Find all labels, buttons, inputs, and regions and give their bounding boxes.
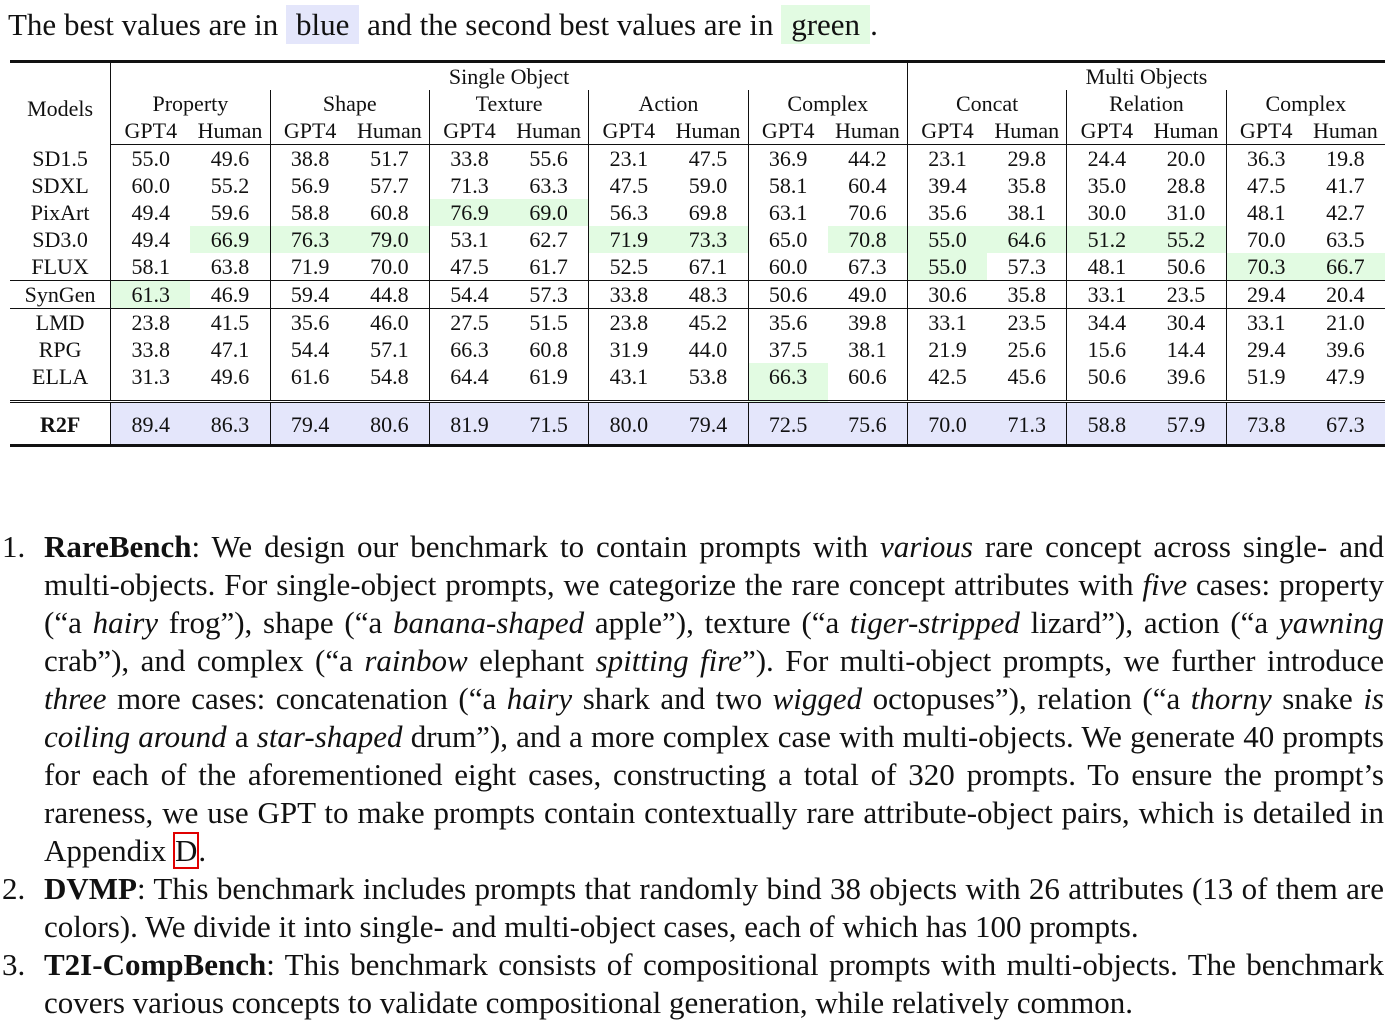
score-cell: 60.6 [848,364,887,389]
body-text: rare concept across single- and multi-objects. For single-object prompts, we categorize the rare concept attributes with [44,529,1384,602]
score-cell: 19.8 [1326,146,1365,171]
metric-human-header: Human [509,117,589,145]
metric-gpt4-header: GPT4 [429,117,509,145]
body-text: cases: property (“a [44,567,1384,640]
score-cell: 79.4 [668,402,748,446]
score-cell: 67.1 [668,253,748,281]
body-text: apple”), texture (“a [584,605,851,640]
score-cell: 76.3 [270,226,350,253]
model-name: SD1.5 [32,145,88,171]
score-cell: 47.5 [688,146,728,171]
score-cell: 21.9 [907,336,987,363]
group-header-row [10,62,1385,91]
metric-human-header: Human [1146,117,1226,145]
score-cell: 57.3 [509,281,589,309]
score-cell: 63.3 [529,173,568,198]
table-row [10,172,1385,199]
score-cell: 73.3 [668,226,748,253]
score-cell: 57.3 [987,253,1067,281]
score-cell: 44.2 [848,146,887,171]
body-text: a [226,719,257,754]
benchmark-item [2,528,1384,870]
score-cell: 23.1 [589,145,669,173]
score-cell: 23.8 [589,309,669,337]
table-row [10,226,1385,253]
score-cell: 44.0 [688,337,728,362]
score-cell: 51.2 [1067,226,1147,253]
item-number: 1. [2,529,26,564]
score-cell: 50.6 [748,281,828,309]
score-cell: 36.9 [748,145,828,173]
table-row [10,363,1385,402]
body-text: crab”), and complex (“a [44,643,365,678]
metric-human-header: Human [190,117,270,145]
score-cell: 79.4 [270,402,350,446]
score-cell: 79.0 [350,226,430,253]
score-cell: 58.8 [1067,402,1147,446]
category-header: Relation [1067,90,1226,117]
score-cell: 34.4 [1067,309,1147,337]
score-cell: 25.6 [1007,337,1046,362]
score-cell: 70.3 [1226,253,1306,281]
score-cell: 69.0 [509,199,589,226]
score-cell: 31.9 [589,336,669,363]
model-name: SD3.0 [32,227,88,252]
score-cell: 48.1 [1067,253,1147,281]
score-cell: 60.0 [111,172,191,199]
model-name: ELLA [32,364,89,389]
score-cell: 67.3 [828,253,908,281]
score-cell: 29.8 [1007,146,1046,171]
score-cell: 30.4 [1166,310,1206,335]
score-cell: 20.0 [1166,146,1206,171]
score-cell: 46.9 [190,281,270,309]
group-multi-objects: Multi Objects [907,62,1385,91]
score-cell: 49.0 [828,281,908,309]
table-row [10,336,1385,363]
score-cell: 53.8 [688,364,728,389]
score-cell: 42.7 [1326,200,1365,225]
legend-prefix: The best values are in [8,7,279,42]
score-cell: 31.3 [111,363,191,402]
score-cell: 76.9 [429,199,509,226]
metric-gpt4-header: GPT4 [589,117,669,145]
body-text: more cases: concatenation (“a [106,681,507,716]
score-cell: 45.2 [688,310,728,335]
results-table [10,60,1385,447]
score-cell: 70.0 [907,402,987,446]
score-cell: 51.5 [529,310,568,335]
score-cell: 57.1 [370,337,409,362]
score-cell: 15.6 [1067,336,1147,363]
score-cell: 33.1 [907,309,987,337]
table-row [10,253,1385,281]
score-cell: 35.8 [1007,173,1046,198]
results-body [10,145,1385,446]
score-cell: 45.6 [1007,364,1046,389]
score-cell: 33.1 [1067,281,1147,309]
score-cell: 49.6 [210,146,250,171]
score-cell: 50.6 [1146,253,1226,281]
score-cell: 51.7 [370,146,409,171]
appendix-reference-link[interactable]: D [175,833,198,868]
score-cell: 47.1 [210,337,250,362]
score-cell: 64.6 [987,226,1067,253]
score-cell: 53.1 [429,226,509,253]
score-cell: 23.5 [1007,310,1046,335]
model-name: SDXL [31,173,89,198]
score-cell: 70.6 [848,200,887,225]
category-header: Complex [748,90,907,117]
score-cell: 70.0 [350,253,430,281]
score-cell: 60.4 [848,173,887,198]
group-single-object: Single Object [111,62,908,91]
metric-human-header: Human [828,117,908,145]
score-cell: 58.8 [270,199,350,226]
score-cell: 52.5 [589,253,669,281]
table-row [10,281,1385,309]
score-cell: 61.9 [529,364,568,389]
score-cell: 59.0 [688,173,728,198]
score-cell: 42.5 [907,363,987,402]
score-cell: 57.9 [1146,402,1226,446]
score-cell: 41.7 [1326,173,1365,198]
score-cell: 50.6 [1067,363,1147,402]
score-cell: 30.6 [907,281,987,309]
model-name: FLUX [10,253,111,281]
benchmark-title: T2I-CompBench [44,947,267,982]
metric-human-header: Human [987,117,1067,145]
score-cell: 55.2 [1146,226,1226,253]
score-cell: 80.6 [350,402,430,446]
emphasis-text: three [44,681,107,716]
score-cell: 70.8 [828,226,908,253]
score-cell: 44.8 [350,281,430,309]
model-name: SynGen [10,281,111,309]
score-cell: 54.4 [270,336,350,363]
score-cell: 46.0 [370,310,409,335]
emphasis-text: thorny [1190,681,1272,716]
score-cell: 49.4 [111,226,191,253]
score-cell: 49.4 [111,199,191,226]
score-cell: 54.4 [429,281,509,309]
score-cell: 69.8 [688,200,728,225]
score-cell: 62.7 [529,227,568,252]
benchmark-list [0,528,1392,1022]
emphasis-text: various [879,529,973,564]
metric-gpt4-header: GPT4 [1226,117,1306,145]
score-cell: 38.1 [848,337,887,362]
score-cell: 61.6 [270,363,350,402]
score-cell: 37.5 [748,336,828,363]
score-cell: 43.1 [589,363,669,402]
body-text: . [198,833,207,868]
score-cell: 35.6 [270,309,350,337]
body-text: : This benchmark consists of compositional prompts with multi-objects. The benchmark covers various concepts to validate compositional generation, while relatively common. [44,947,1384,1020]
score-cell: 71.9 [589,226,669,253]
metric-human-header: Human [668,117,748,145]
table-row [10,402,1385,446]
score-cell: 59.4 [270,281,350,309]
emphasis-text: wigged [772,681,863,716]
score-cell: 28.8 [1166,173,1206,198]
body-text: lizard”), action (“a [1019,605,1279,640]
score-cell: 66.3 [748,363,828,402]
score-cell: 66.7 [1306,253,1385,281]
score-cell: 33.8 [429,145,509,173]
model-name: PixArt [30,200,90,225]
benchmark-title: DVMP [44,871,137,906]
score-cell: 67.3 [1306,402,1385,446]
legend-best-swatch: blue [286,5,359,44]
score-cell: 56.3 [589,199,669,226]
score-cell: 71.3 [429,172,509,199]
metric-gpt4-header: GPT4 [111,117,191,145]
score-cell: 27.5 [429,309,509,337]
item-number: 2. [2,871,26,906]
model-name: RPG [38,337,82,362]
score-cell: 39.4 [907,172,987,199]
score-cell: 59.6 [210,200,250,225]
score-cell: 55.0 [907,226,987,253]
score-cell: 36.3 [1226,145,1306,173]
score-cell: 55.6 [529,146,568,171]
score-cell: 24.4 [1067,145,1147,173]
score-cell: 58.1 [748,172,828,199]
score-cell: 55.0 [907,253,987,281]
metric-header-row [10,117,1385,145]
score-cell: 48.3 [668,281,748,309]
emphasis-text: spitting fire [595,643,742,678]
metric-gpt4-header: GPT4 [907,117,987,145]
model-name: R2F [10,402,111,446]
score-cell: 60.8 [529,337,568,362]
score-cell: 47.9 [1326,364,1365,389]
score-cell: 61.7 [509,253,589,281]
body-text: : This benchmark includes prompts that randomly bind 38 objects with 26 attributes (13 of them are colors). We divide it into single- and multi-object cases, each of which has 100 prompts. [44,871,1384,944]
score-cell: 55.0 [111,145,191,173]
model-name: LMD [35,310,85,335]
table-row [10,309,1385,337]
score-cell: 33.8 [111,336,191,363]
category-header: Concat [907,90,1066,117]
score-cell: 30.0 [1067,199,1147,226]
score-cell: 65.0 [748,226,828,253]
body-text: frog”), shape (“a [158,605,393,640]
score-cell: 35.0 [1067,172,1147,199]
score-cell: 58.1 [111,253,191,281]
metric-gpt4-header: GPT4 [748,117,828,145]
score-cell: 60.8 [370,200,409,225]
metric-human-header: Human [1306,117,1385,145]
score-cell: 61.3 [111,281,191,309]
body-text: elephant [467,643,596,678]
score-cell: 29.4 [1226,281,1306,309]
legend-second-swatch: green [781,5,870,44]
table-row [10,145,1385,173]
emphasis-text: tiger-stripped [850,605,1020,640]
score-cell: 81.9 [429,402,509,446]
score-cell: 14.4 [1166,337,1206,362]
score-cell: 66.3 [429,336,509,363]
score-cell: 38.8 [270,145,350,173]
emphasis-text: five [1142,567,1188,602]
emphasis-text: yawning [1278,605,1384,640]
score-cell: 39.6 [1166,364,1206,389]
emphasis-text: star-shaped [256,719,403,754]
score-cell: 47.5 [589,172,669,199]
score-cell: 39.6 [1326,337,1365,362]
legend-middle: and the second best values are in [367,7,774,42]
score-cell: 21.0 [1326,310,1365,335]
item-number: 3. [2,947,26,982]
score-cell: 49.6 [210,364,250,389]
body-text: ”). For multi-object prompts, we further introduce [741,643,1384,678]
score-cell: 89.4 [111,402,191,446]
body-text: shark and two [572,681,773,716]
score-cell: 86.3 [190,402,270,446]
body-text: snake [1271,681,1364,716]
emphasis-text: hairy [506,681,573,716]
benchmark-item [2,870,1384,946]
metric-gpt4-header: GPT4 [270,117,350,145]
body-text: octopuses”), relation (“a [862,681,1191,716]
score-cell: 23.5 [1146,281,1226,309]
score-cell: 55.2 [210,173,250,198]
emphasis-text: rainbow [364,643,468,678]
score-cell: 48.1 [1226,199,1306,226]
score-cell: 80.0 [589,402,669,446]
score-cell: 66.9 [190,226,270,253]
score-cell: 70.0 [1226,226,1306,253]
score-cell: 23.1 [907,145,987,173]
emphasis-text: is coiling around [44,681,1384,754]
benchmark-item [2,946,1384,1022]
score-cell: 72.5 [748,402,828,446]
category-header: Property [111,90,270,117]
score-cell: 63.1 [748,199,828,226]
body-text: : We design our benchmark to contain prompts with [191,529,880,564]
benchmark-title: RareBench [44,529,192,564]
emphasis-text: banana-shaped [392,605,585,640]
score-cell: 47.5 [1226,172,1306,199]
models-header: Models [27,96,94,122]
score-cell: 54.8 [370,364,409,389]
score-cell: 23.8 [111,309,191,337]
category-header: Texture [429,90,588,117]
score-cell: 64.4 [429,363,509,402]
legend-suffix: . [870,7,878,42]
score-cell: 38.1 [1007,200,1046,225]
score-cell: 75.6 [828,402,908,446]
category-header-row [10,90,1385,117]
score-cell: 47.5 [429,253,509,281]
category-header: Shape [270,90,429,117]
score-cell: 35.6 [748,309,828,337]
score-cell: 29.4 [1226,336,1306,363]
score-cell: 57.7 [370,173,409,198]
category-header: Action [589,90,748,117]
score-cell: 71.9 [270,253,350,281]
score-cell: 56.9 [270,172,350,199]
score-cell: 35.8 [987,281,1067,309]
table-row [10,199,1385,226]
body-text: drum”), and a more complex case with multi-objects. We generate 40 prompts for each of the aforementioned eight cases, constructing a total of 320 prompts. To ensure the prompt’s rareness, we use GPT to make prompts contain contextually rare attribute-object pairs, which is detailed in Appendix [44,719,1384,868]
score-cell: 31.0 [1166,200,1206,225]
emphasis-text: hairy [92,605,159,640]
score-cell: 63.5 [1326,227,1365,252]
color-legend-caption [8,2,878,48]
score-cell: 41.5 [210,310,250,335]
metric-gpt4-header: GPT4 [1067,117,1147,145]
score-cell: 71.3 [987,402,1067,446]
score-cell: 20.4 [1306,281,1385,309]
score-cell: 33.8 [589,281,669,309]
score-cell: 73.8 [1226,402,1306,446]
metric-human-header: Human [350,117,430,145]
score-cell: 51.9 [1226,363,1306,402]
score-cell: 60.0 [748,253,828,281]
score-cell: 63.8 [190,253,270,281]
score-cell: 35.6 [907,199,987,226]
category-header: Complex [1226,90,1385,117]
score-cell: 39.8 [848,310,887,335]
score-cell: 33.1 [1226,309,1306,337]
score-cell: 71.5 [509,402,589,446]
